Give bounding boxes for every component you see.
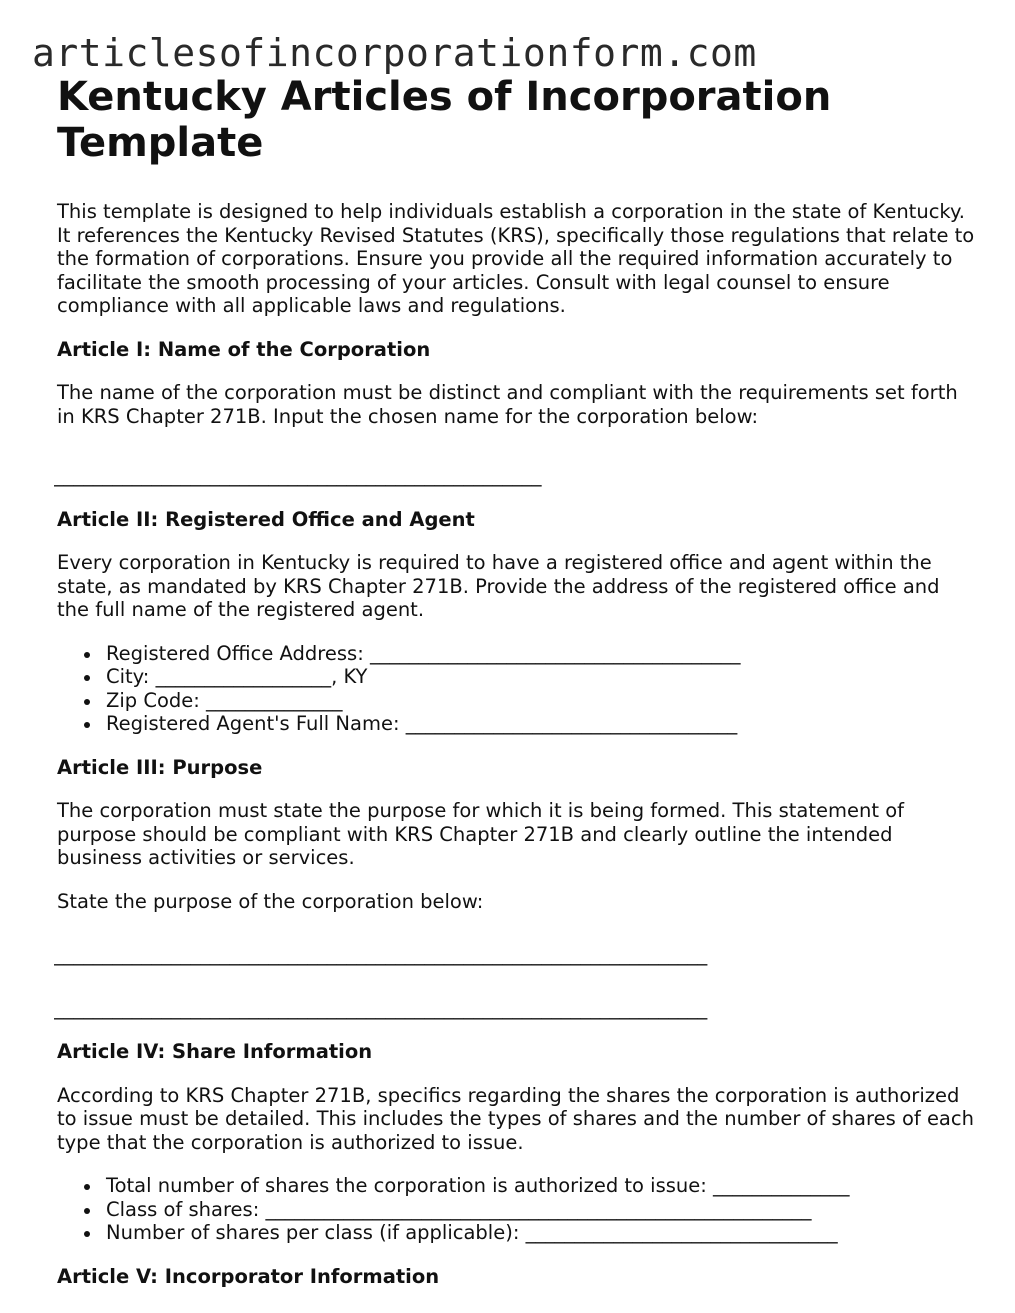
article-4-heading: Article IV: Share Information <box>57 1040 373 1063</box>
article-3-heading: Article III: Purpose <box>57 755 263 779</box>
city-item[interactable]: City: __________________, KY <box>106 665 977 689</box>
registered-agent-name-item[interactable]: Registered Agent's Full Name: __________________________________ <box>106 712 977 736</box>
shares-per-class-item[interactable]: Number of shares per class (if applicable): ________________________________ <box>106 1221 977 1245</box>
article-5-heading: Article V: Incorporator Information <box>57 1264 440 1288</box>
article-2-text: Every corporation in Kentucky is required to have a registered office and agent within the state, as mandated by KRS Chapter 271B. Provide the address of the registered office and the full name of the registered agent. <box>57 551 940 621</box>
site-watermark: articlesofincorporationform.com <box>32 31 757 75</box>
article-1-text: The name of the corporation must be distinct and compliant with the requirements set forth in KRS Chapter 271B. Input the chosen name for the corporation below: <box>57 381 958 428</box>
document-body <box>54 74 977 1288</box>
corporation-name-blank[interactable]: __________________________________________________ <box>54 464 542 487</box>
class-of-shares-item[interactable]: Class of shares: ________________________________________________________ <box>106 1198 977 1222</box>
intro-paragraph: This template is designed to help individuals establish a corporation in the state of Kentucky. It references the Kentucky Revised Statutes (KRS), specifically those regulations that relate to the formation of corporations. Ensure you provide all the required information accurately to facilitate the smooth processing of your articles. Consult with legal counsel to ensure compliance with all applicable laws and regulations. <box>57 200 975 317</box>
registered-office-list <box>57 642 977 736</box>
registered-office-address-item[interactable]: Registered Office Address: ______________________________________ <box>106 642 977 666</box>
page-title: Kentucky Articles of Incorporation Template <box>57 74 832 166</box>
article-1-heading: Article I: Name of the Corporation <box>57 337 431 361</box>
purpose-blank-2[interactable]: ___________________________________________________________________ <box>54 996 708 1020</box>
share-information-list <box>57 1174 977 1245</box>
article-2-heading: Article II: Registered Office and Agent <box>57 507 475 531</box>
article-3-text: The corporation must state the purpose for which it is being formed. This statement of purpose should be compliant with KRS Chapter 271B and clearly outline the intended business activities or services. <box>57 799 904 869</box>
zip-code-item[interactable]: Zip Code: ______________ <box>106 689 977 713</box>
article-4-text: According to KRS Chapter 271B, specifics regarding the shares the corporation is authorized to issue must be detailed. This includes the types of shares and the number of shares of each type that the corporation is authorized to issue. <box>57 1083 974 1154</box>
total-shares-item[interactable]: Total number of shares the corporation is authorized to issue: ______________ <box>106 1174 977 1198</box>
article-3-prompt: State the purpose of the corporation below: <box>57 889 484 913</box>
purpose-blank-1[interactable]: ___________________________________________________________________ <box>54 943 708 966</box>
